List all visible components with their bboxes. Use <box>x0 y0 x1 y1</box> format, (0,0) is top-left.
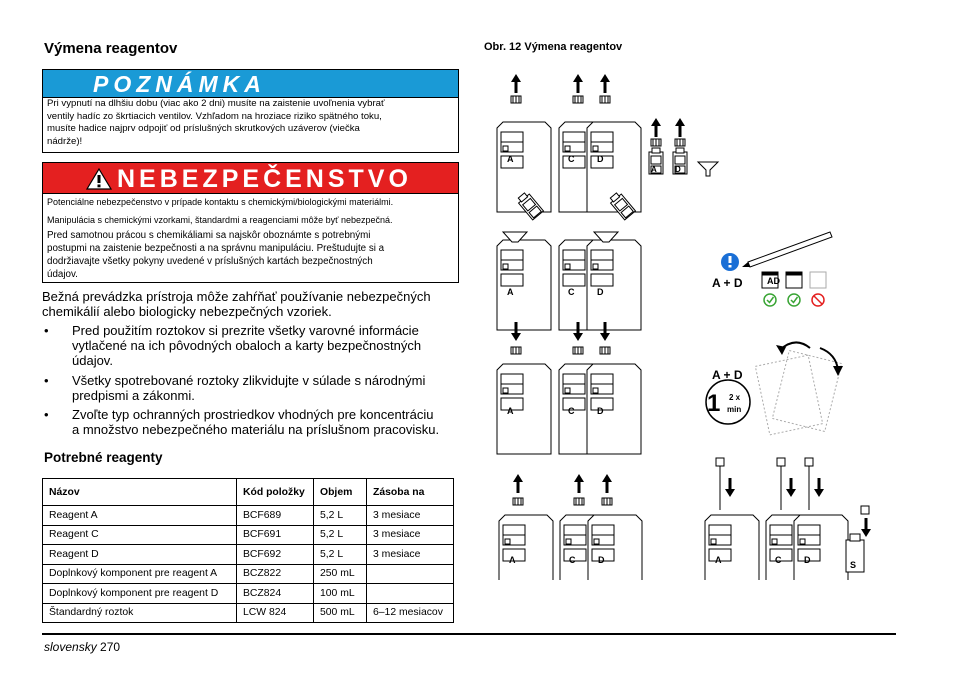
bullet-item <box>72 373 462 403</box>
bullet-item <box>72 407 462 437</box>
table-cell: BCZ824 <box>237 584 314 604</box>
note-box <box>42 69 459 153</box>
danger-text <box>43 196 458 282</box>
reagents-heading: Potrebné reagenty <box>44 450 163 465</box>
danger-para-3 <box>47 230 454 282</box>
bullet-line: Pred použitím roztokov si prezrite všetky varovné informácie <box>72 323 419 338</box>
table-row <box>43 506 454 526</box>
table-cell: BCF689 <box>237 506 314 526</box>
can-label-d: D <box>597 287 604 297</box>
table-cell <box>367 584 454 604</box>
note-line: musíte hadice najprv odpojiť od príslušných skrutkových uzáverov (viečka <box>47 123 360 135</box>
bullet-marker: • <box>44 407 49 422</box>
danger-line: Pred samotnou prácou s chemikáliami sa najskôr oboznámte s potrebnými <box>47 230 371 241</box>
note-header <box>43 70 458 98</box>
note-title: POZNÁMKA <box>93 71 266 97</box>
table-cell: Reagent A <box>43 506 237 526</box>
section-heading: Výmena reagentov <box>44 40 178 57</box>
table-cell: BCF692 <box>237 545 314 565</box>
can-label-d: D <box>597 154 604 164</box>
reagents-table <box>42 478 454 623</box>
table-header: Zásoba na <box>367 479 454 506</box>
table-row <box>43 564 454 584</box>
table-cell: Doplnkový komponent pre reagent D <box>43 584 237 604</box>
can-label-a: A <box>507 406 514 416</box>
footer-page-info <box>44 640 120 654</box>
label-a-plus-d: A + D <box>712 276 743 290</box>
note-text <box>43 98 458 148</box>
table-cell: 100 mL <box>314 584 367 604</box>
note-line: ventily hadíc zo škrtiacich ventilov. Vzhľadom na hroziace riziko spätného toku, <box>47 110 382 122</box>
can-label-a: A <box>715 555 722 565</box>
table-cell: BCF691 <box>237 525 314 545</box>
calendar-mark-d: D <box>773 276 780 286</box>
calendar-label <box>767 276 780 286</box>
table-header-row <box>43 479 454 506</box>
danger-para-2: Manipulácia s chemickými vzorkami, štandardmi a reagenciami môže byť nebezpečná. <box>47 215 393 225</box>
figure-caption: Obr. 12 Výmena reagentov <box>484 41 623 53</box>
can-label-c: C <box>568 287 575 297</box>
table-row <box>43 603 454 623</box>
bullet-line: údajov. <box>72 353 113 368</box>
step-3-replace-caps-mix <box>497 322 843 454</box>
intro-line: chemikálií alebo biologicky nebezpečných vzoriek. <box>42 304 332 319</box>
can-label-a: A <box>509 555 516 565</box>
can-label-d: D <box>598 555 605 565</box>
table-cell: 5,2 L <box>314 545 367 565</box>
timer-repeat: 2 x <box>729 393 741 402</box>
calendar-mark-a: A <box>767 276 774 286</box>
bullet-item <box>72 323 462 368</box>
bullet-line: a množstvo nebezpečného materiálu na príslušnom pracovisku. <box>72 422 440 437</box>
label-a-plus-d: A + D <box>712 368 743 382</box>
bullet-line: predpismi a zákonmi. <box>72 388 195 403</box>
table-row <box>43 525 454 545</box>
danger-line: dodržiavajte všetky pokyny uvedené v príslušných kartách bezpečnostných <box>47 255 373 267</box>
danger-para-1: Potenciálne nebezpečenstvo v prípade kontaktu s chemickými/biologickými materiálmi. <box>47 197 394 207</box>
table-cell: 3 mesiace <box>367 525 454 545</box>
footer-rule <box>42 633 896 635</box>
footer-page-number: 270 <box>100 640 121 654</box>
table-header: Kód položky <box>237 479 314 506</box>
timer-number: 1 <box>707 390 721 417</box>
can-label-c: C <box>568 154 575 164</box>
table-cell: 5,2 L <box>314 525 367 545</box>
bullet-marker: • <box>44 373 49 388</box>
table-cell: 5,2 L <box>314 506 367 526</box>
table-row <box>43 545 454 565</box>
table-cell: 250 mL <box>314 564 367 584</box>
table-header: Názov <box>43 479 237 506</box>
table-cell: 3 mesiace <box>367 545 454 565</box>
table-cell: Doplnkový komponent pre reagent A <box>43 564 237 584</box>
table-cell: LCW 824 <box>237 603 314 623</box>
table-header: Objem <box>314 479 367 506</box>
warning-triangle-icon <box>86 168 112 190</box>
can-label-d: D <box>804 555 811 565</box>
can-label-c: C <box>775 555 782 565</box>
bullet-marker: • <box>44 323 49 338</box>
danger-line: postupmi na zaistenie bezpečnosti a na správnu manipuláciu. Preštudujte si a <box>47 242 385 254</box>
bottle-label-a: A <box>651 165 657 174</box>
bullet-line: Zvoľte typ ochranných prostriedkov vhodných pre koncentráciu <box>72 407 434 422</box>
table-cell: 6–12 mesiacov <box>367 603 454 623</box>
can-label-c: C <box>568 406 575 416</box>
table-cell: 500 mL <box>314 603 367 623</box>
bullet-line: Všetky spotrebované roztoky zlikvidujte v súlade s národnými <box>72 373 426 388</box>
footer-language: slovensky <box>44 640 97 654</box>
danger-title: NEBEZPEČENSTVO <box>117 165 412 193</box>
danger-header <box>43 163 458 194</box>
can-label-a: A <box>507 154 514 164</box>
can-label-d: D <box>597 406 604 416</box>
note-line: Pri vypnutí na dlhšiu dobu (viac ako 2 dni) musíte na zaistenie uvoľnenia vybrať <box>47 98 385 109</box>
timer-unit: min <box>727 405 742 414</box>
bullet-line: vytlačené na ich pôvodných obaloch a karty bezpečnostných <box>72 338 422 353</box>
bottle-label-d: D <box>675 165 681 174</box>
table-cell: BCZ822 <box>237 564 314 584</box>
table-cell: Štandardný roztok <box>43 603 237 623</box>
can-label-a: A <box>507 287 514 297</box>
intro-paragraph <box>42 289 462 319</box>
can-label-c: C <box>569 555 576 565</box>
bottle-label-s: S <box>850 560 857 570</box>
intro-line: Bežná prevádzka prístroja môže zahŕňať používanie nebezpečných <box>42 289 431 304</box>
table-cell: Reagent D <box>43 545 237 565</box>
table-cell: 3 mesiace <box>367 506 454 526</box>
table-cell <box>367 564 454 584</box>
table-row <box>43 584 454 604</box>
step-1-remove-caps <box>497 74 718 212</box>
step-4-reconnect-tubes <box>499 458 871 580</box>
note-line: nádrže)! <box>47 135 83 147</box>
danger-line: údajov. <box>47 268 78 280</box>
reagent-replacement-figure <box>480 60 920 580</box>
table-cell: Reagent C <box>43 525 237 545</box>
danger-box <box>42 162 459 283</box>
